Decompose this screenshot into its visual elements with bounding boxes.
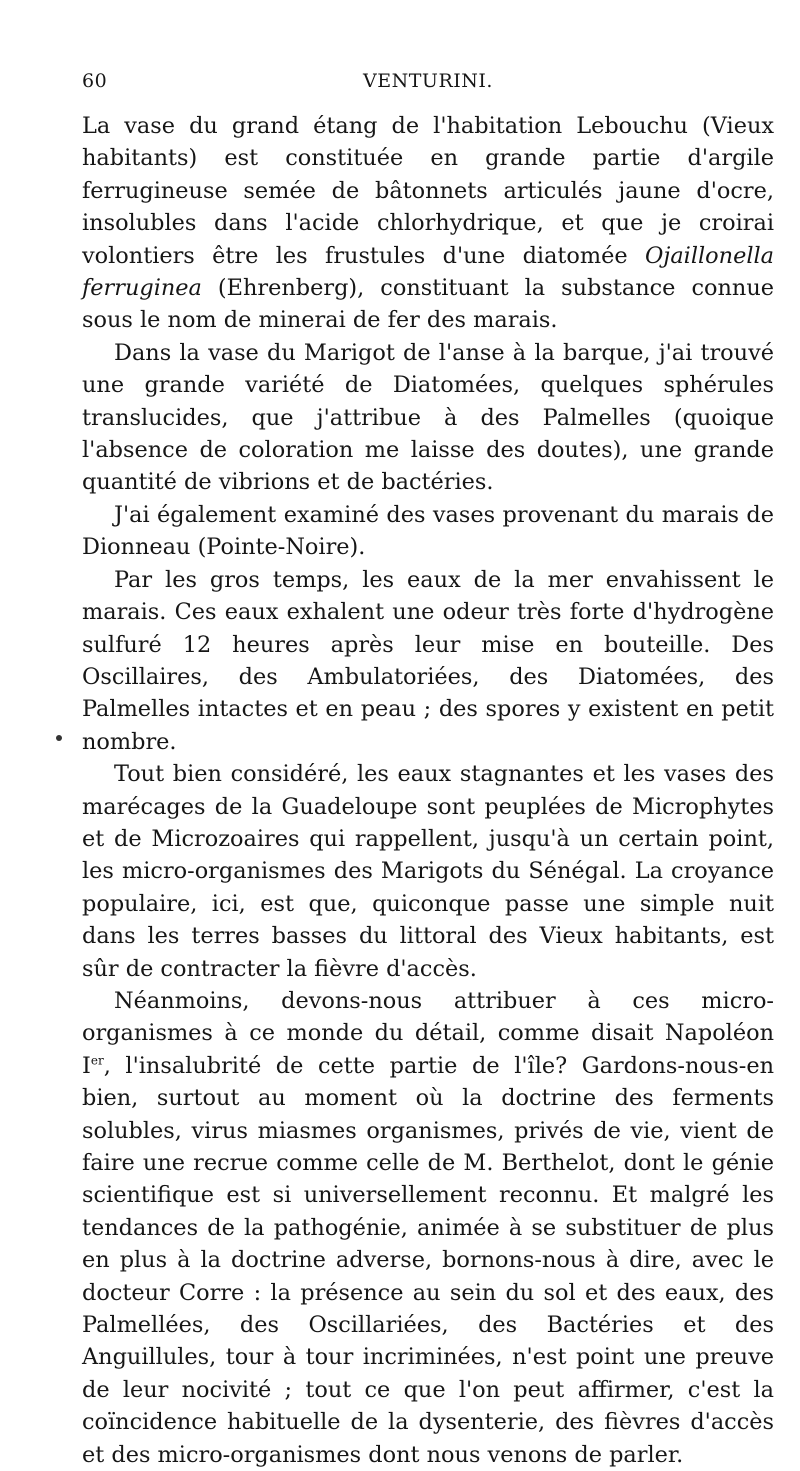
paragraph: [82, 985, 774, 1471]
running-head: [82, 62, 774, 92]
paragraph-text: , l'insalubrité de cette partie de l'île? Gardons-nous-en bien, surtout au moment où la doctrine des ferments solubles, virus miasmes organismes, privés de vie, vient de faire une recrue comme celle de M. Berthelot, dont le génie scientifique est si universellement reconnu. Et malgré les tendances de la pathogénie, animée à se substituer de plus en plus à la doctrine adverse, bornons-nous à dire, avec le docteur Corre : la présence au sein du sol et des eaux, des Palmellées, des Oscillariées, des Bactéries et des Anguillules, tour à tour incriminées, n'est point une preuve de leur nocivité ; tout ce que l'on peut affirmer, c'est la coïncidence habituelle de la dysenterie, des fièvres d'accès et des micro-organismes dont nous venons de parler.: [82, 1052, 774, 1468]
paragraph: Tout bien considéré, les eaux stagnantes et les vases des marécages de la Guadeloupe sont peuplées de Microphytes et de Microzoaires qui rappellent, jusqu'à un certain point, les micro-organismes des Marigots du Sénégal. La croyance populaire, ici, est que, quiconque passe une simple nuit dans les terres basses du littoral des Vieux habitants, est sûr de contracter la fièvre d'accès.: [82, 761, 774, 982]
paragraph: Dans la vase du Marigot de l'anse à la barque, j'ai trouvé une grande variété de Diatomées, quelques sphérules translucides, que j'attribue à des Palmelles (quoique l'absence de coloration me laisse des doutes), une grande quantité de vibrions et de bactéries.: [82, 339, 774, 496]
running-title: VENTURINI.: [363, 70, 493, 92]
margin-dot: [56, 735, 62, 741]
paragraph-text: Néanmoins, devons-nous attribuer à ces micro-organismes à ce monde du détail, comme disait Napoléon I: [82, 987, 774, 1079]
paragraph-text: La vase du grand étang de l'habitation Lebouchu (Vieux habitants) est constituée en grande partie d'argile ferrugineuse semée de bâtonnets articulés jaune d'ocre, insolubles dans l'acide chlorhydrique, et que je croirai volontiers être les frustules d'une diatomée: [82, 113, 774, 269]
page-number: 60: [82, 70, 108, 92]
superscript: er: [90, 1053, 104, 1068]
paragraph-text: (Ehrenberg), constituant la substance connue sous le nom de minerai de fer des marais.: [82, 275, 774, 334]
paragraph: J'ai également examiné des vases provenant du marais de Dionneau (Pointe-Noire).: [82, 501, 774, 561]
paragraph: [82, 110, 774, 337]
species-name: Ojaillonella ferruginea: [82, 242, 774, 302]
body-text: [82, 110, 774, 1471]
paragraph: Par les gros temps, les eaux de la mer envahissent le marais. Ces eaux exhalent une odeur très forte d'hydrogène sulfuré 12 heures après leur mise en bouteille. Des Oscillaires, des Ambulatoriées, des Diatomées, des Palmelles intactes et en peau ; des spores y existent en petit nombre.: [82, 566, 774, 755]
